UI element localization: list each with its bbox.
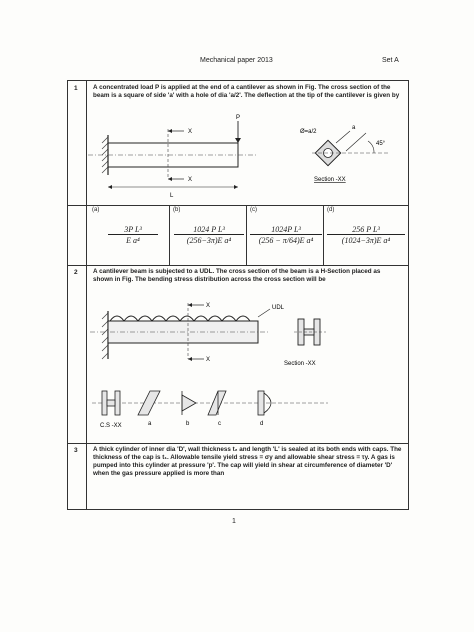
formula-numerator: 1024P L³ — [250, 225, 322, 235]
option-label: a — [148, 421, 152, 427]
cantilever-figure — [88, 113, 408, 205]
section-x-top-label: X — [188, 129, 193, 135]
option-b-formula — [174, 225, 244, 245]
option-divider — [169, 205, 170, 265]
option-label: (c) — [250, 207, 257, 213]
option-divider — [246, 205, 247, 265]
option-c-formula — [250, 225, 322, 245]
formula-denominator: (256−3π)E a⁴ — [186, 236, 232, 245]
section-x-bottom-label: X — [188, 177, 193, 183]
page-number: 1 — [232, 518, 236, 525]
option-divider — [323, 205, 324, 265]
option-a-formula — [108, 225, 158, 245]
question-text: A cantilever beam is subjected to a UDL. The cross section of the beam is a H-Section placed as shown in Fig. The bending stress distribution across the cross section will be — [93, 268, 381, 283]
question-number: 1 — [74, 85, 78, 92]
option-label: c — [218, 421, 221, 427]
option-label: b — [186, 421, 190, 427]
option-label: (a) — [92, 207, 100, 213]
set-label: Set A — [382, 57, 399, 64]
udl-label: UDL — [272, 305, 285, 311]
option-label: C.S -XX — [100, 423, 122, 429]
question-number: 3 — [74, 447, 78, 454]
option-d-formula — [327, 225, 405, 245]
stress-diagram-c — [208, 391, 226, 415]
angle-label: 45° — [376, 141, 386, 147]
formula-denominator: E a⁴ — [126, 236, 140, 245]
section-xx-label: Section -XX — [284, 361, 316, 367]
load-p-label: P — [236, 115, 241, 121]
udl-beam-figure — [88, 291, 408, 441]
option-label: (b) — [173, 207, 181, 213]
question-table — [67, 80, 409, 510]
question-text: A concentrated load P is applied at the end of a cantilever as shown in Fig. The cross section of the beam is a square of side 'a' with a hole of dia 'a/2'. The deflection at the tip of the cantilever is given by — [93, 84, 400, 99]
length-l-label: L — [170, 193, 174, 199]
paper-title: Mechanical paper 2013 — [200, 57, 273, 64]
hole-diameter-label: Ø=a/2 — [300, 129, 317, 135]
row-divider — [68, 443, 408, 444]
section-xx-label: Section -XX — [314, 177, 346, 183]
option-label: d — [260, 421, 264, 427]
side-a-label: a — [352, 125, 356, 131]
number-column-divider — [86, 81, 87, 509]
cs-xx-diagram — [102, 391, 120, 415]
formula-numerator: 256 P L³ — [327, 225, 405, 235]
row-divider — [68, 265, 408, 266]
formula-denominator: (1024−3π)E a⁴ — [341, 236, 391, 245]
row-divider — [68, 205, 408, 206]
section-x-bottom-label: X — [206, 357, 211, 363]
option-label: (d) — [327, 207, 335, 213]
formula-numerator: 3P L³ — [108, 225, 158, 235]
formula-denominator: (256 − π/64)E a⁴ — [258, 236, 314, 245]
section-x-top-label: X — [206, 303, 211, 309]
stress-diagram-b — [182, 391, 196, 415]
question-text: A thick cylinder of inner dia 'D', wall thickness t₂ and length 'L' is sealed at its both ends with caps. The thickness of the cap is t₁. Allowable tensile yield stress = σy and allowable shear stress = τy. A gas is pumped into this cylinder at pressure 'p'. The cap will yield in shear at circumference of diameter 'D' when the gas pressure applied is more than — [93, 446, 402, 477]
formula-numerator: 1024 P L³ — [174, 225, 244, 235]
question-number: 2 — [74, 269, 78, 276]
